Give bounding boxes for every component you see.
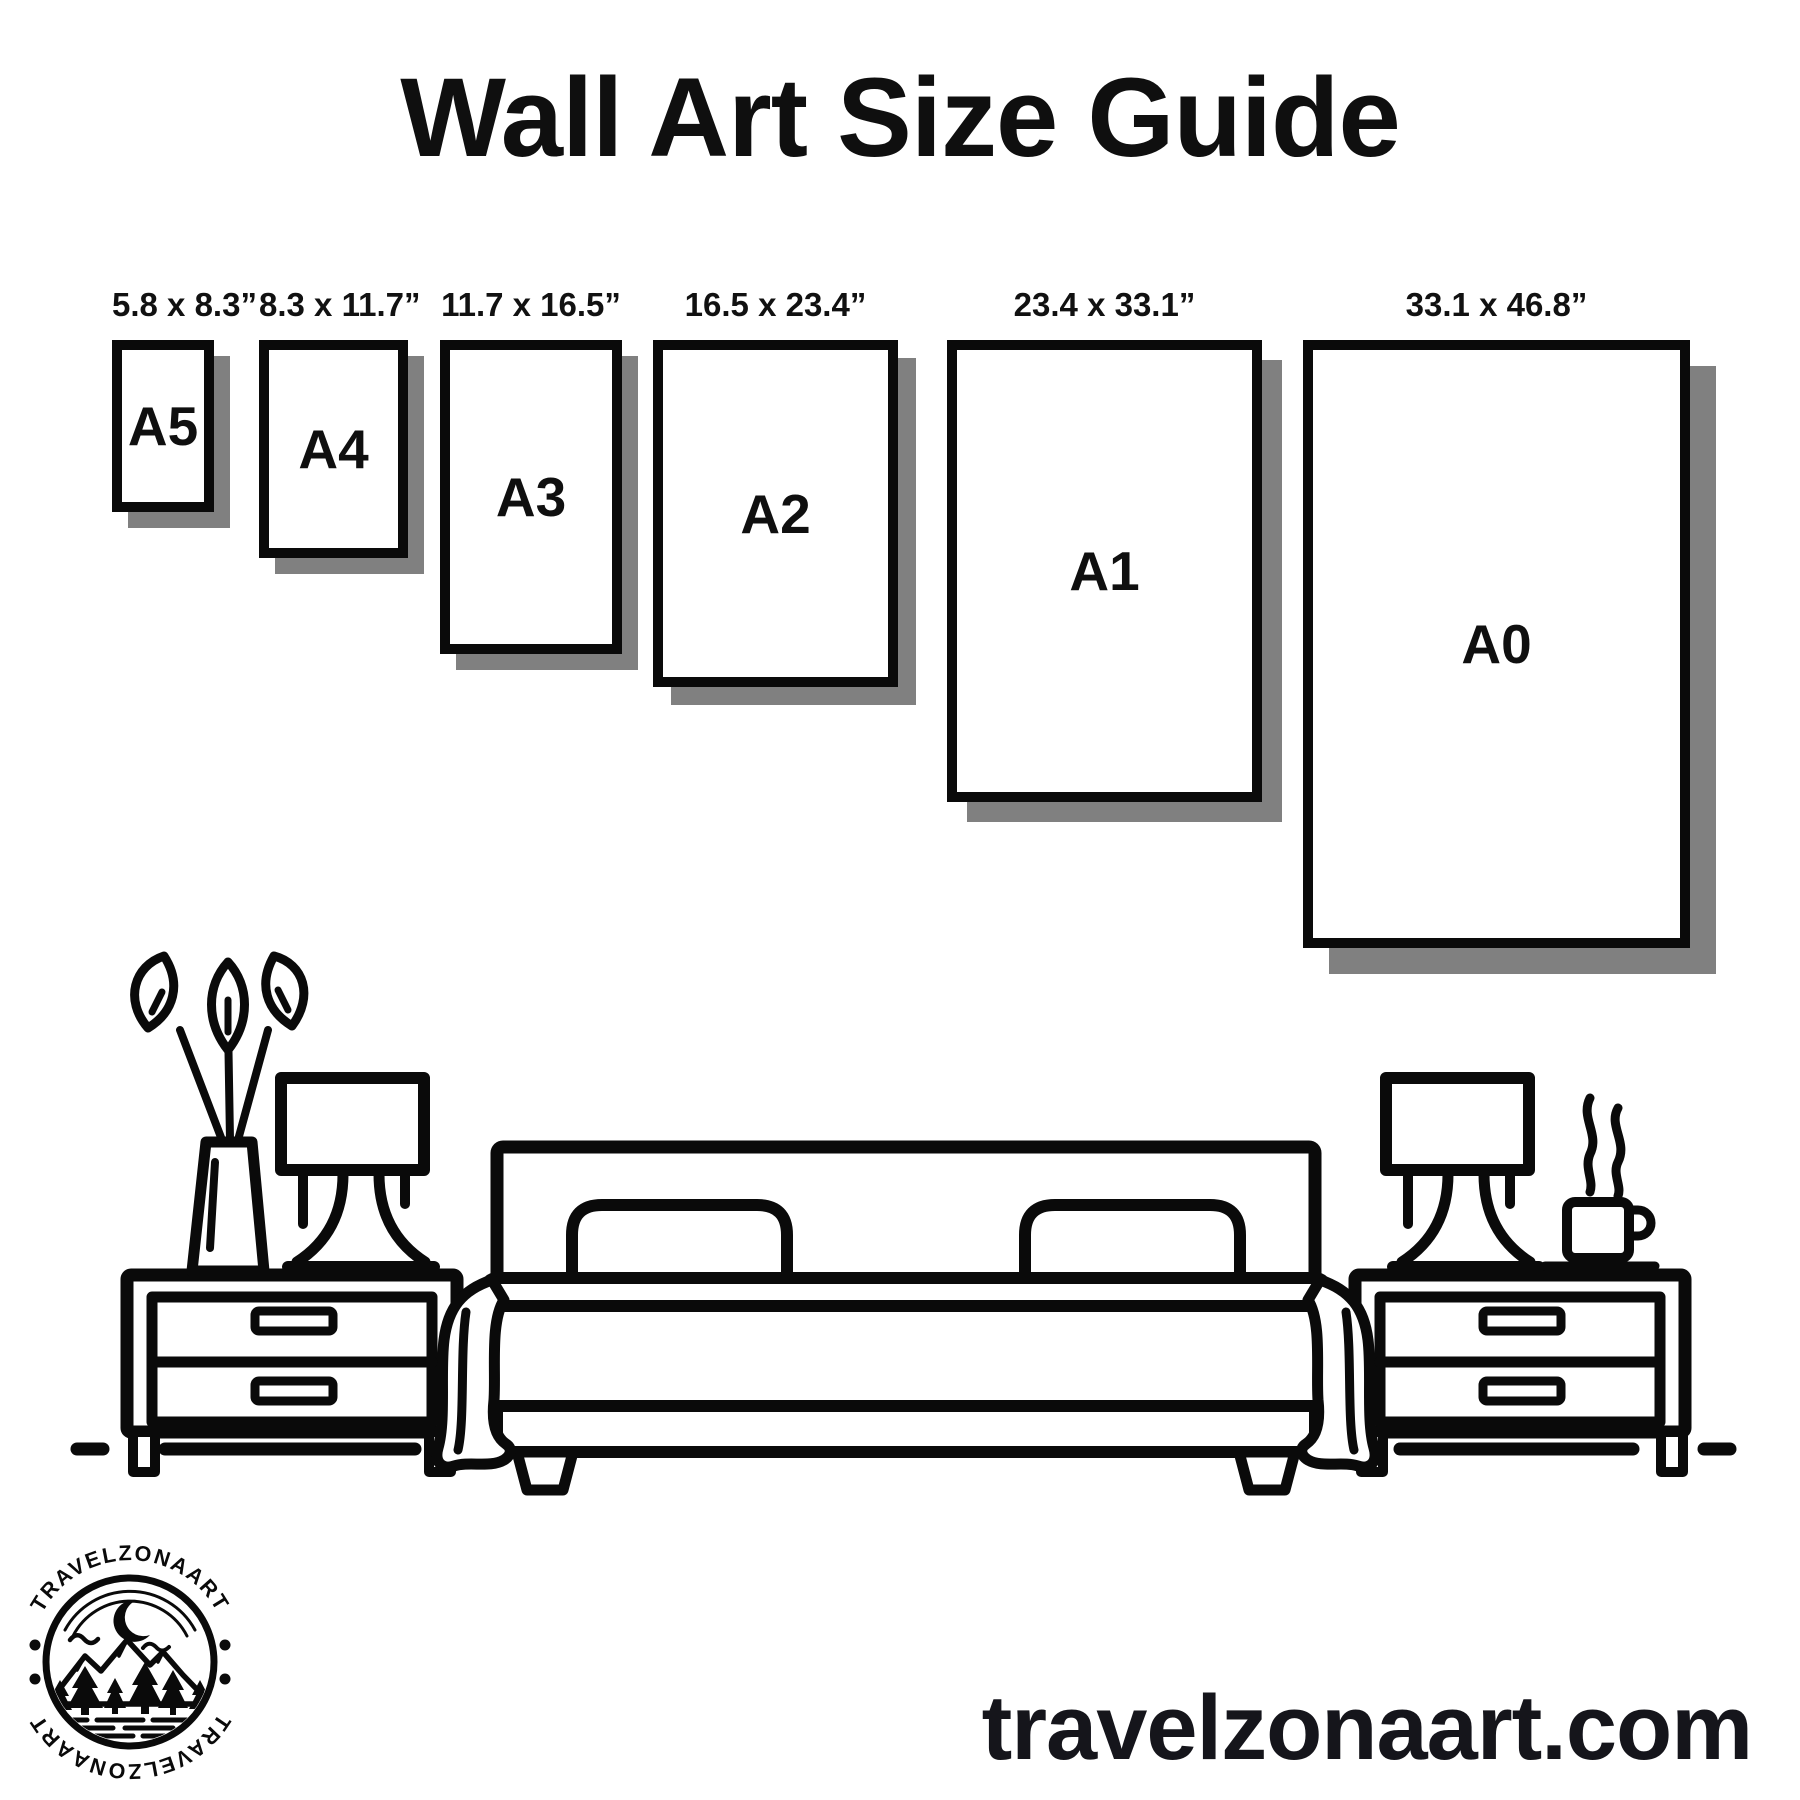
frame-label-a3: A3 [495, 466, 567, 528]
size-caption-a3: 11.7 x 16.5” [441, 286, 621, 323]
nightstand-right-icon [1355, 1275, 1685, 1472]
website-url: travelzonaart.com [981, 1677, 1752, 1779]
table-lamp-right-icon [1386, 1078, 1539, 1267]
steam-icon [1587, 1098, 1621, 1196]
frame-label-a1: A1 [1069, 540, 1140, 602]
brand-logo [15, 1538, 247, 1786]
size-caption-a1: 23.4 x 33.1” [1013, 286, 1196, 323]
frame-label-a0: A0 [1461, 613, 1532, 675]
size-caption-a0: 33.1 x 46.8” [1405, 286, 1588, 323]
size-caption-a5: 5.8 x 8.3” [112, 286, 257, 323]
size-caption-a2: 16.5 x 23.4” [684, 286, 867, 323]
frame-label-a2: A2 [740, 482, 811, 545]
page-title: Wall Art Size Guide [400, 55, 1400, 180]
bed-icon [437, 1147, 1375, 1490]
frame-label-a4: A4 [298, 418, 369, 480]
size-caption-a4: 8.3 x 11.7” [259, 286, 421, 323]
coffee-cup-icon [1545, 1098, 1655, 1266]
logo-text-top: TRAVELZONAART [25, 1540, 235, 1616]
nightstand-left-icon [127, 1275, 457, 1472]
logo-text-bottom: TRAVELZONAART [24, 1710, 236, 1784]
table-lamp-left-icon [281, 1078, 434, 1267]
frame-label-a5: A5 [127, 395, 199, 457]
